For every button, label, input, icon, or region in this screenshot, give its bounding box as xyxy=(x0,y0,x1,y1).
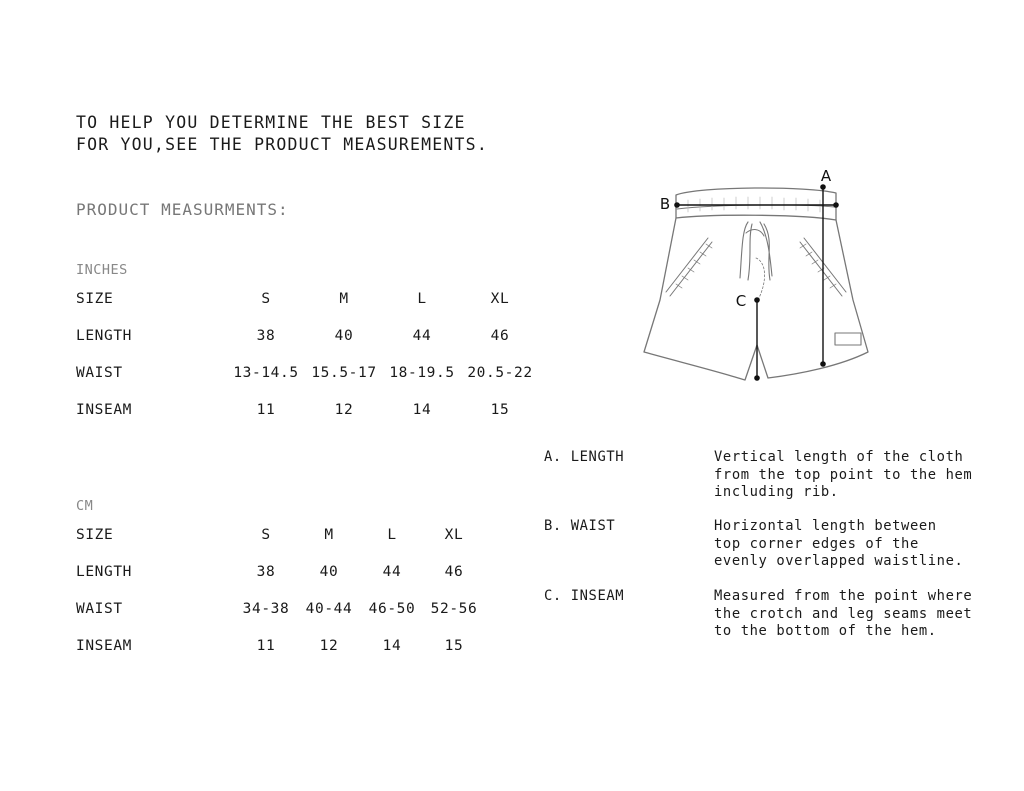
inches-unit-label: INCHES xyxy=(76,262,128,278)
legend-line: Measured from the point where xyxy=(714,588,973,604)
cell: M xyxy=(324,527,334,543)
legend-line: including rib. xyxy=(714,484,839,500)
length-top-dot xyxy=(820,184,826,190)
row-label: SIZE xyxy=(76,291,114,307)
cell: 11 xyxy=(256,638,276,654)
section-title: PRODUCT MEASURMENTS: xyxy=(76,200,289,219)
cell: L xyxy=(417,291,427,307)
intro-line-2: FOR YOU,SEE THE PRODUCT MEASUREMENTS. xyxy=(76,134,488,154)
row-label: WAIST xyxy=(76,365,123,381)
row-label: INSEAM xyxy=(76,402,132,418)
row-label: INSEAM xyxy=(76,638,132,654)
cell: 13-14.5 xyxy=(233,365,299,381)
cell: 46 xyxy=(444,564,464,580)
cell: 44 xyxy=(412,328,432,344)
row-label: SIZE xyxy=(76,527,114,543)
cell: 14 xyxy=(382,638,402,654)
legend-item-waist xyxy=(544,518,964,569)
legend-description xyxy=(714,449,972,502)
cell: 40 xyxy=(334,328,354,344)
legend-description xyxy=(714,588,972,641)
row-label: LENGTH xyxy=(76,328,132,344)
row-label: WAIST xyxy=(76,601,123,617)
cell: L xyxy=(387,527,397,543)
legend-line: Vertical length of the cloth xyxy=(714,449,964,465)
cell: 38 xyxy=(256,564,276,580)
label-a: A xyxy=(820,167,832,185)
inseam-top-dot xyxy=(754,297,760,303)
cell: 40-44 xyxy=(305,601,353,617)
legend-item-inseam xyxy=(544,588,973,639)
inseam-bottom-dot xyxy=(754,375,760,381)
cell: 34-38 xyxy=(242,601,290,617)
cell: 46 xyxy=(490,328,510,344)
cell: 12 xyxy=(334,402,354,418)
intro-line-1: TO HELP YOU DETERMINE THE BEST SIZE xyxy=(76,113,466,132)
cell: 15 xyxy=(490,402,510,418)
cell: XL xyxy=(490,291,510,307)
cell: 12 xyxy=(319,638,339,654)
cell: S xyxy=(261,291,271,307)
legend-line: to the bottom of the hem. xyxy=(714,623,937,639)
cell: 11 xyxy=(256,402,276,418)
cell: 40 xyxy=(319,564,339,580)
shorts-measurement-diagram xyxy=(630,160,890,395)
waist-start-dot xyxy=(674,202,680,208)
legend-description xyxy=(714,518,963,571)
cell: 18-19.5 xyxy=(389,365,455,381)
cell: 52-56 xyxy=(430,601,478,617)
cell: M xyxy=(339,291,349,307)
cell: XL xyxy=(444,527,464,543)
legend-key: C. INSEAM xyxy=(544,588,625,604)
row-label: LENGTH xyxy=(76,564,132,580)
legend-line: Horizontal length between xyxy=(714,518,937,534)
intro-text xyxy=(76,112,488,155)
legend-item-length xyxy=(544,449,973,500)
legend-line: from the top point to the hem xyxy=(714,466,973,483)
label-b: B xyxy=(659,195,671,213)
legend-key: A. LENGTH xyxy=(544,449,625,465)
cell: S xyxy=(261,527,271,543)
cell: 15.5-17 xyxy=(311,365,377,381)
cell: 38 xyxy=(256,328,276,344)
cell: 15 xyxy=(444,638,464,654)
cell: 44 xyxy=(382,564,402,580)
legend-key: B. WAIST xyxy=(544,518,616,534)
cell: 14 xyxy=(412,402,432,418)
legend-line: the crotch and leg seams meet xyxy=(714,605,973,622)
legend-line: top corner edges of the xyxy=(714,535,919,552)
legend-line: evenly overlapped waistline. xyxy=(714,553,964,569)
waist-end-dot xyxy=(833,202,839,208)
label-c: C xyxy=(735,292,747,310)
cell: 46-50 xyxy=(368,601,416,617)
length-bottom-dot xyxy=(820,361,826,367)
cell: 20.5-22 xyxy=(467,365,533,381)
cm-unit-label: CM xyxy=(76,498,94,514)
